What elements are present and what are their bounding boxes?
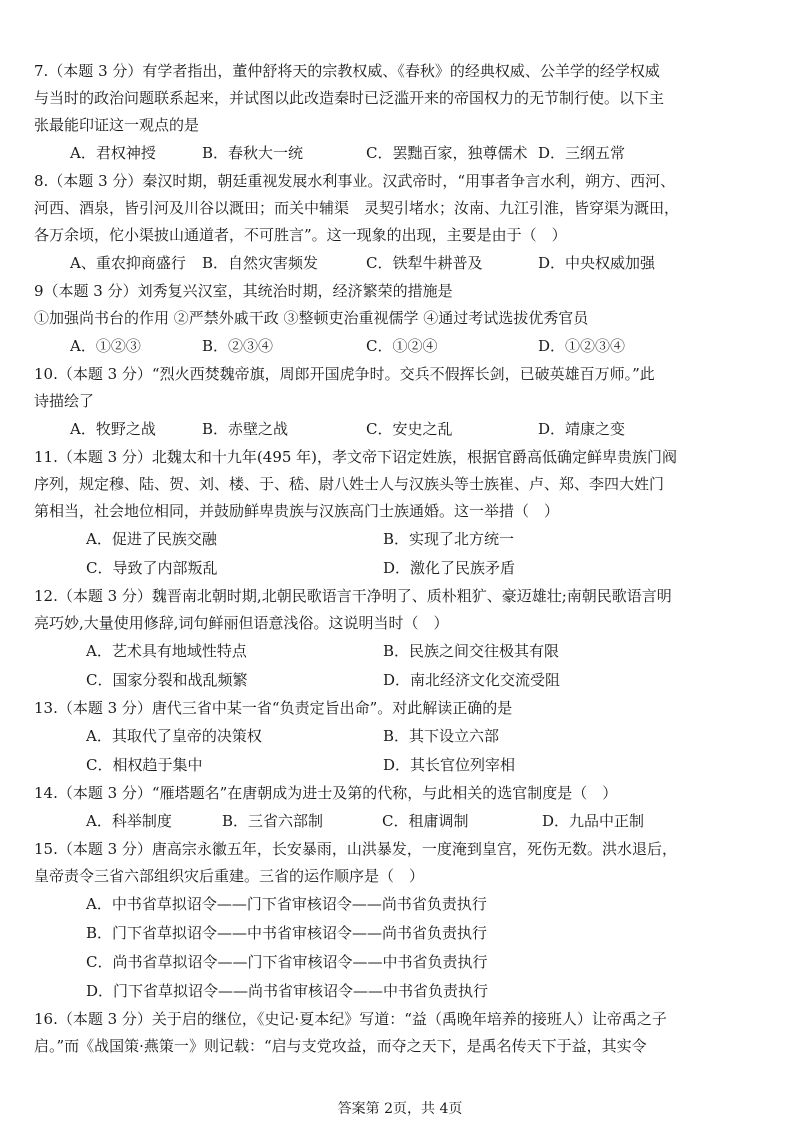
option-a: A、重农抑商盛行 [70,254,186,272]
option-b: B．其下设立六部 [383,727,500,745]
option-b: B．②③④ [202,337,274,355]
option-b: B．实现了北方统一 [383,530,515,548]
options-row [34,637,756,666]
question-text-line: 16.（本题 3 分）关于启的继位，《史记·夏本纪》写道：“益（禹晚年培养的接班人）让帝禹之子 [34,1010,667,1028]
option-a: A．中书省草拟诏令——门下省审核诏令——尚书省负责执行 [86,895,487,913]
option-c: C．相权趋于集中 [86,756,203,774]
question-text-line: 9（本题 3 分）刘秀复兴汉室，其统治时期，经济繁荣的措施是 [34,282,453,300]
option-a: A．促进了民族交融 [86,530,217,548]
question-text-line: ①加强尚书台的作用 ②严禁外戚干政 ③整顿吏治重视儒学 ④通过考试选拔优秀官员 [34,309,589,327]
option-a: A．①②③ [70,337,141,355]
question-text-line: 11.（本题 3 分）北魏太和十九年(495 年)，孝文帝下诏定姓族，根据官爵高低确定鲜卑贵族门阀 [34,448,678,466]
option-b: B．三省六部制 [222,812,324,830]
question-text-line: 15.（本题 3 分）唐高宗永徽五年，长安暴雨，山洪暴发，一度淹到皇宫，死伤无数。洪水退后， [34,840,677,858]
option-c: C．国家分裂和战乱频繁 [86,671,248,689]
question-9 [34,278,756,361]
question-11 [34,444,756,583]
question-text-line: 河西、酒泉，皆引河及川谷以溉田；而关中辅渠 灵契引堵水；汝南、九江引淮，皆穿渠为溉田， [34,199,680,217]
question-14 [34,780,756,836]
option-c: C．罢黜百家，独尊儒术 [366,144,528,162]
question-16 [34,1006,756,1060]
option-c: C．铁犁牛耕普及 [366,254,483,272]
options-row [34,666,756,695]
option-c: C．租庸调制 [382,812,469,830]
options-row [34,525,756,554]
options-row [34,249,756,278]
question-15 [34,836,756,1006]
option-b: B．赤壁之战 [202,420,289,438]
option-d: D．靖康之变 [538,420,626,438]
option-a: A．其取代了皇帝的决策权 [86,727,262,745]
question-13 [34,695,756,780]
question-12 [34,583,756,695]
question-text-line: 张最能印证这一观点的是 [34,116,200,134]
question-10 [34,361,756,444]
options-row [34,139,756,168]
option-c: C．①②④ [366,337,438,355]
question-text-line: 启。”而《战国策·燕策一》则记载：“启与支党攻益，而夺之天下，是禹名传天下于益，其实令 [34,1037,647,1055]
question-text-line: 7.（本题 3 分）有学者指出，董仲舒将天的宗教权威、《春秋》的经典权威、公羊学的经学权威 [34,62,660,80]
option-a: A．科举制度 [86,812,172,830]
question-text-line: 12.（本题 3 分）魏晋南北朝时期,北朝民歌语言干净明了、质朴粗犷、豪迈雄壮;南朝民歌语言明 [34,587,672,605]
option-d: D．九品中正制 [542,812,645,830]
question-text-line: 第相当，社会地位相同，并鼓励鲜卑贵族与汉族高门士族通婚。这一举措（ ） [34,502,560,520]
option-d: D．其长官位列宰相 [383,756,516,774]
question-7 [34,58,756,168]
question-text-line: 14.（本题 3 分）“雁塔题名”在唐朝成为进士及第的代称，与此相关的选官制度是（ ） [34,784,618,802]
question-text-line: 亮巧妙,大量使用修辞,词句鲜丽但语意浅俗。这说明当时（ ） [34,614,449,632]
option-d: D．中央权威加强 [538,254,656,272]
question-text-line: 皇帝责令三省六部组织灾后重建。三省的运作顺序是（ ） [34,867,425,885]
options-row [34,751,756,780]
option-d: D．门下省草拟诏令——尚书省审核诏令——中书省负责执行 [86,982,489,1000]
question-text-line: 8.（本题 3 分）秦汉时期，朝廷重视发展水利事业。汉武帝时，“用事者争言水利，朔方、西河、 [34,172,676,190]
question-text-line: 序列，规定穆、陆、贺、刘、楼、于、嵇、尉八姓士人与汉族头等士族崔、卢、郑、李四大姓门 [34,475,665,493]
options-row [34,332,756,361]
option-c: C．安史之乱 [366,420,453,438]
option-b: B．民族之间交往极其有限 [383,642,560,660]
option-a: A．君权神授 [70,144,156,162]
option-c: C．导致了内部叛乱 [86,559,218,577]
question-text-line: 10.（本题 3 分）“烈火西焚魏帝旗，周郎开国虎争时。交兵不假挥长剑，已破英雄百万师。”此 [34,365,655,383]
question-text-line: 13.（本题 3 分）唐代三省中某一省“负责定旨出命”。对此解读正确的是 [34,699,513,717]
option-b: B．自然灾害频发 [202,254,319,272]
option-a: A．艺术具有地域性特点 [86,642,247,660]
options-row [34,807,756,836]
option-b: B．门下省草拟诏令——中书省审核诏令——尚书省负责执行 [86,924,488,942]
option-d: D．南北经济文化交流受阻 [383,671,561,689]
options-row [34,554,756,583]
options-row [34,722,756,751]
option-d: D．三纲五常 [538,144,626,162]
question-8 [34,168,756,278]
option-c: C．尚书省草拟诏令——门下省审核诏令——中书省负责执行 [86,953,488,971]
question-text-line: 各万余顷，佗小渠披山通道者，不可胜言”。这一现象的出现，主要是由于（ ） [34,226,567,244]
question-text-line: 与当时的政治问题联系起来，并试图以此改造秦时已泛滥开来的帝国权力的无节制行使。以下主 [34,89,665,107]
option-d: D．激化了民族矛盾 [383,559,516,577]
page-footer: 答案第 2页，共 4页 [337,1101,463,1117]
option-b: B．春秋大一统 [202,144,304,162]
options-row [34,415,756,444]
option-d: D．①②③④ [538,337,626,355]
option-a: A．牧野之战 [70,420,156,438]
question-text-line: 诗描绘了 [34,392,95,410]
